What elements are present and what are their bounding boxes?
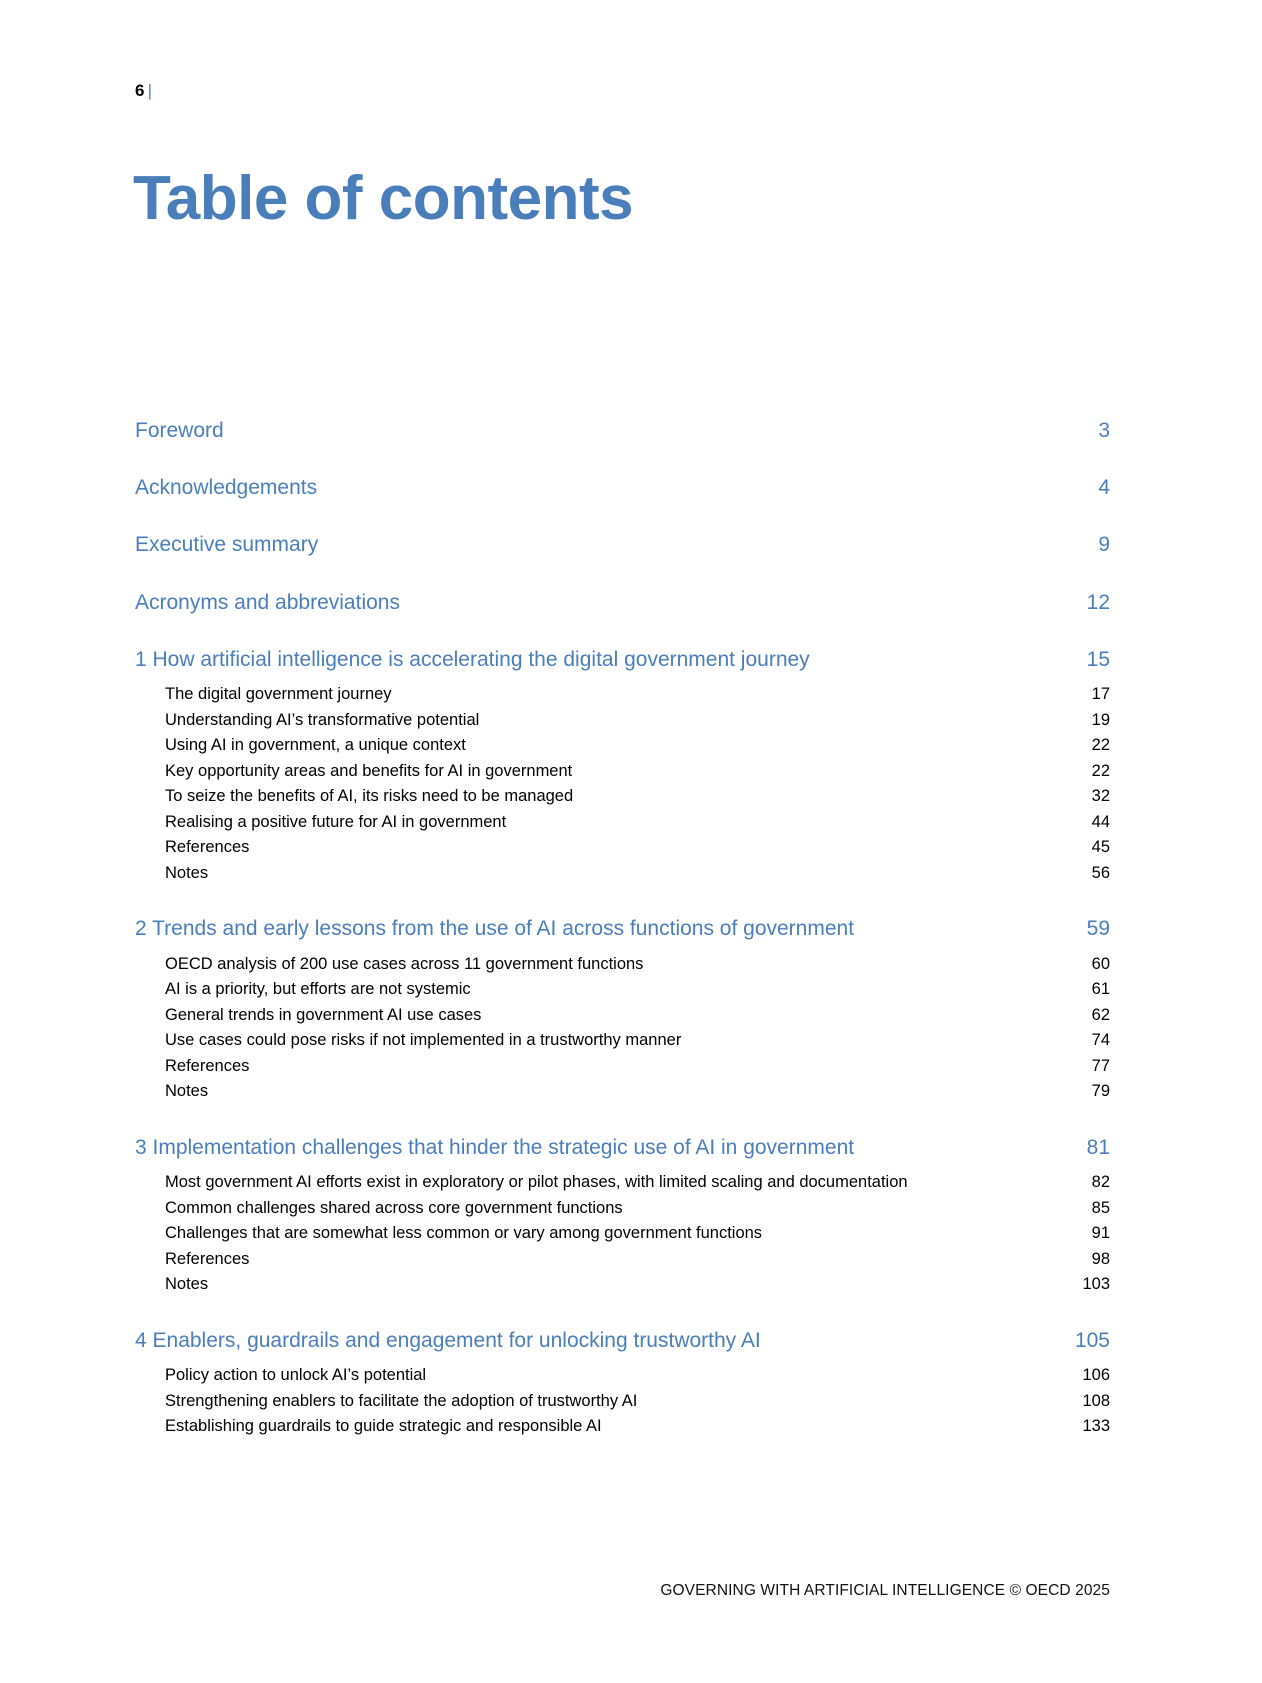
toc-entry-label: AI is a priority, but efforts are not systemic xyxy=(165,980,471,999)
toc-entry-front-matter[interactable] xyxy=(135,418,1110,443)
toc-entry-label: References xyxy=(165,1249,250,1268)
toc-entry-label: Notes xyxy=(165,1275,209,1294)
toc-entry-section[interactable] xyxy=(135,1003,1110,1029)
toc-entry-front-matter[interactable] xyxy=(135,532,1110,557)
toc-entry-label: Notes xyxy=(165,1082,209,1101)
toc-entry-section[interactable] xyxy=(135,1389,1110,1415)
toc-entry-section[interactable] xyxy=(135,1079,1110,1105)
toc-entry-section[interactable] xyxy=(135,810,1110,836)
toc-entry-section[interactable] xyxy=(135,861,1110,887)
table-of-contents xyxy=(135,418,1110,1470)
toc-entry-page-number: 45 xyxy=(1091,838,1110,857)
toc-entry-label: Challenges that are somewhat less common or vary among government functions xyxy=(165,1224,763,1243)
toc-entry-section[interactable] xyxy=(135,1414,1110,1440)
toc-entry-label: Realising a positive future for AI in government xyxy=(165,812,507,831)
toc-chapter-block xyxy=(135,1328,1110,1440)
toc-entry-label: Establishing guardrails to guide strategic and responsible AI xyxy=(165,1417,602,1436)
toc-entry-page-number: 98 xyxy=(1091,1249,1110,1268)
toc-entry-chapter[interactable] xyxy=(135,1328,1110,1353)
toc-entry-label: Notes xyxy=(165,863,209,882)
toc-entry-page-number: 3 xyxy=(1098,419,1110,442)
toc-entry-page-number: 56 xyxy=(1091,863,1110,882)
toc-entry-page-number: 19 xyxy=(1091,710,1110,729)
toc-entry-label: Acknowledgements xyxy=(135,476,318,500)
toc-entry-front-matter[interactable] xyxy=(135,590,1110,615)
toc-entry-page-number: 22 xyxy=(1091,761,1110,780)
toc-entry-page-number: 32 xyxy=(1091,787,1110,806)
toc-chapter-page-number: 81 xyxy=(1086,1136,1110,1159)
toc-chapter-label: 2 Trends and early lessons from the use of AI across functions of government xyxy=(135,917,855,941)
toc-entry-label: Common challenges shared across core government functions xyxy=(165,1198,623,1217)
toc-entry-label: OECD analysis of 200 use cases across 11 government functions xyxy=(165,954,644,973)
folio-number: 6 xyxy=(135,81,145,100)
folio-separator: | xyxy=(147,81,153,100)
toc-entry-page-number: 85 xyxy=(1091,1198,1110,1217)
toc-entry-section[interactable] xyxy=(135,733,1110,759)
toc-entry-section[interactable] xyxy=(135,1363,1110,1389)
toc-chapter-label: 4 Enablers, guardrails and engagement for unlocking trustworthy AI xyxy=(135,1329,761,1352)
toc-entry-page-number: 106 xyxy=(1082,1366,1110,1385)
toc-chapter-label: 3 Implementation challenges that hinder the strategic use of AI in government xyxy=(135,1136,855,1159)
toc-entry-section[interactable] xyxy=(135,1028,1110,1054)
toc-entry-section[interactable] xyxy=(135,759,1110,785)
toc-entry-chapter[interactable] xyxy=(135,916,1110,941)
toc-entry-label: To seize the benefits of AI, its risks need to be managed xyxy=(165,787,574,806)
toc-entry-label: Use cases could pose risks if not implemented in a trustworthy manner xyxy=(165,1031,682,1050)
toc-entry-chapter[interactable] xyxy=(135,1135,1110,1160)
toc-group-spacer xyxy=(135,886,1110,916)
toc-entry-label: Acronyms and abbreviations xyxy=(135,590,400,614)
toc-entry-section[interactable] xyxy=(135,708,1110,734)
toc-group-spacer xyxy=(135,1105,1110,1135)
toc-entry-section[interactable] xyxy=(135,682,1110,708)
toc-entry-page-number: 60 xyxy=(1091,954,1110,973)
toc-entry-page-number: 9 xyxy=(1098,533,1110,557)
toc-group-spacer xyxy=(135,1440,1110,1470)
toc-entry-chapter[interactable] xyxy=(135,647,1110,672)
toc-entry-section[interactable] xyxy=(135,1054,1110,1080)
page-footer: GOVERNING WITH ARTIFICIAL INTELLIGENCE © OECD 2025 xyxy=(660,1582,1110,1599)
toc-chapter-page-number: 59 xyxy=(1086,917,1110,941)
toc-chapter-block xyxy=(135,1135,1110,1298)
toc-entry-front-matter[interactable] xyxy=(135,475,1110,500)
toc-entry-section[interactable] xyxy=(135,1196,1110,1222)
toc-chapter-block xyxy=(135,916,1110,1105)
toc-entry-page-number: 62 xyxy=(1091,1005,1110,1024)
toc-entry-page-number: 77 xyxy=(1091,1056,1110,1075)
toc-entry-page-number: 17 xyxy=(1091,684,1110,703)
toc-entry-label: The digital government journey xyxy=(165,684,392,703)
toc-chapter-label: 1 How artificial intelligence is accelerating the digital government journey xyxy=(135,647,810,671)
toc-entry-section[interactable] xyxy=(135,977,1110,1003)
toc-entry-page-number: 22 xyxy=(1091,736,1110,755)
toc-chapter-block xyxy=(135,647,1110,887)
toc-entry-section[interactable] xyxy=(135,1221,1110,1247)
toc-entry-page-number: 44 xyxy=(1091,812,1110,831)
toc-entry-page-number: 12 xyxy=(1086,590,1110,614)
toc-entry-label: Foreword xyxy=(135,419,224,442)
toc-entry-page-number: 74 xyxy=(1091,1031,1110,1050)
toc-chapter-page-number: 15 xyxy=(1086,647,1110,671)
toc-entry-label: Understanding AI’s transformative potential xyxy=(165,710,480,729)
toc-entry-page-number: 82 xyxy=(1091,1173,1110,1192)
toc-entry-page-number: 79 xyxy=(1091,1082,1110,1101)
toc-entry-section[interactable] xyxy=(135,835,1110,861)
toc-entry-label: Executive summary xyxy=(135,533,319,557)
toc-entry-page-number: 133 xyxy=(1082,1417,1110,1436)
toc-entry-section[interactable] xyxy=(135,1272,1110,1298)
toc-entry-section[interactable] xyxy=(135,1247,1110,1273)
toc-entry-section[interactable] xyxy=(135,784,1110,810)
toc-entry-label: References xyxy=(165,1056,250,1075)
toc-entry-label: References xyxy=(165,838,250,857)
toc-entry-page-number: 103 xyxy=(1082,1275,1110,1294)
toc-entry-label: Key opportunity areas and benefits for AI in government xyxy=(165,761,573,780)
toc-entry-label: Policy action to unlock AI’s potential xyxy=(165,1366,427,1385)
toc-entry-page-number: 61 xyxy=(1091,980,1110,999)
toc-chapter-page-number: 105 xyxy=(1074,1329,1110,1352)
toc-entry-label: Strengthening enablers to facilitate the adoption of trustworthy AI xyxy=(165,1391,638,1410)
page-folio xyxy=(135,81,152,101)
toc-entry-label: General trends in government AI use cases xyxy=(165,1005,482,1024)
toc-entry-section[interactable] xyxy=(135,952,1110,978)
toc-entry-section[interactable] xyxy=(135,1170,1110,1196)
toc-group-spacer xyxy=(135,1298,1110,1328)
toc-entry-label: Using AI in government, a unique context xyxy=(165,736,466,755)
page-title: Table of contents xyxy=(133,163,634,233)
toc-entry-page-number: 4 xyxy=(1098,476,1110,500)
toc-entry-page-number: 91 xyxy=(1091,1224,1110,1243)
toc-entry-page-number: 108 xyxy=(1082,1391,1110,1410)
toc-entry-label: Most government AI efforts exist in exploratory or pilot phases, with limited scaling and documentation xyxy=(165,1173,908,1192)
